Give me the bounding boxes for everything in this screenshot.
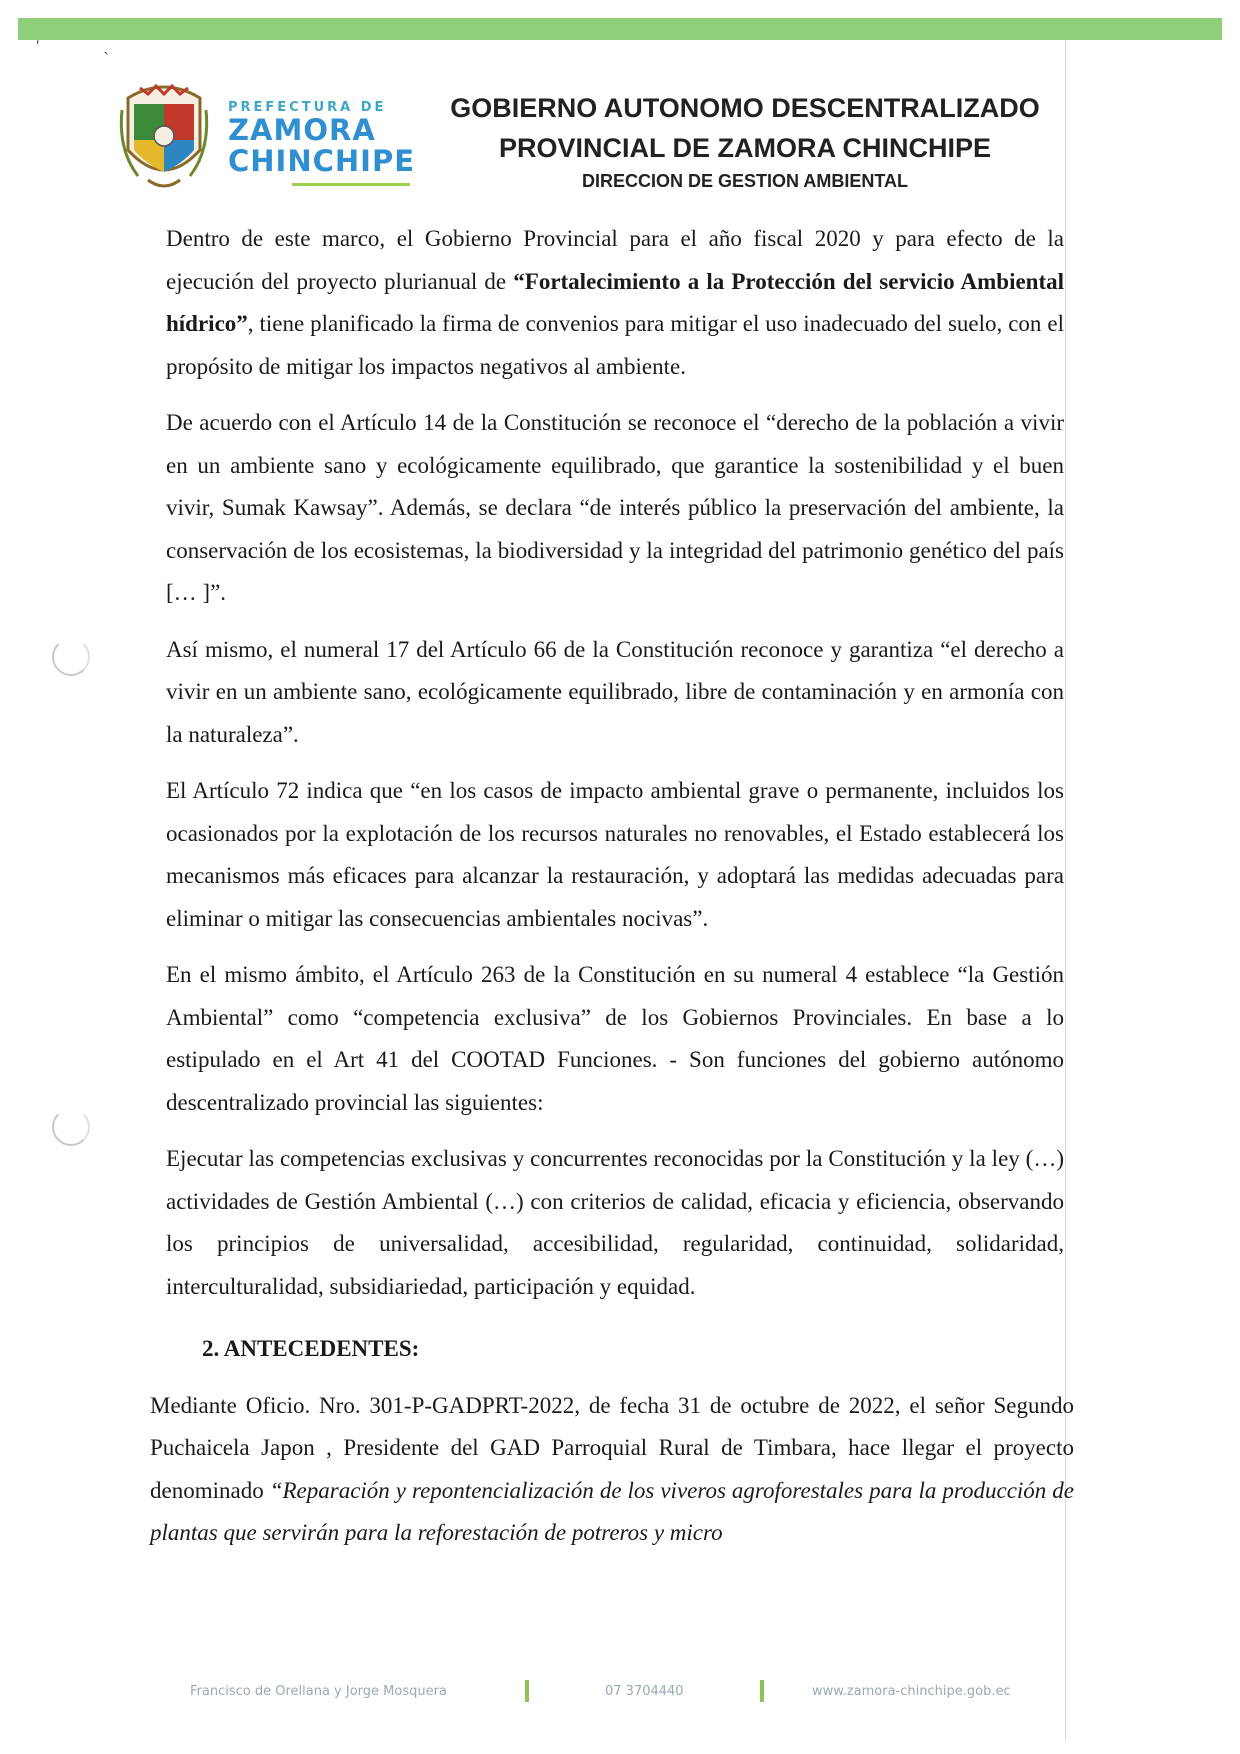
scan-mark: ′ ˏ	[36, 38, 109, 55]
paragraph-7	[150, 1385, 1074, 1555]
punch-hole-icon	[52, 1108, 90, 1146]
footer-separator	[760, 1680, 764, 1702]
footer-website: www.zamora-chinchipe.gob.ec	[812, 1684, 1011, 1699]
paragraph-6: Ejecutar las competencias exclusivas y concurrentes reconocidas por la Constitución y la ley (…) actividades de Gestión Ambiental (…) con criterios de calidad, eficacia y eficiencia, observando los principios de universalidad, accesibilidad, regularidad, continuidad, solidaridad, interculturalidad, subsidiariedad, participación y equidad.	[166, 1146, 1064, 1299]
section-heading: 2. ANTECEDENTES:	[202, 1336, 420, 1361]
brand-line2: CHINCHIPE	[228, 144, 416, 178]
paragraph-5: En el mismo ámbito, el Artículo 263 de la Constitución en su numeral 4 establece “la Gestión Ambiental” como “competencia exclusiva” de los Gobiernos Provinciales. En base a lo estipulado en el Art 41 del COOTAD Funciones. - Son funciones del gobierno autónomo descentralizado provincial las siguientes:	[166, 962, 1064, 1115]
footer-separator	[525, 1680, 529, 1702]
paragraph-3: Así mismo, el numeral 17 del Artículo 66 de la Constitución reconoce y garantiza “el derecho a vivir en un ambiente sano, ecológicamente equilibrado, libre de contaminación y en armonía con la naturaleza”.	[166, 636, 1064, 747]
paragraph-4: El Artículo 72 indica que “en los casos de impacto ambiental grave o permanente, incluidos los ocasionados por la explotación de los recursos naturales no renovables, el Estado establecerá los mecanismos más eficaces para alcanzar la restauración, y adoptará las medidas adecuadas para eliminar o mitigar las consecuencias ambientales nocivas”.	[166, 778, 1064, 931]
top-green-bar	[18, 18, 1222, 40]
footer-address: Francisco de Orellana y Jorge Mosquera	[190, 1684, 447, 1699]
footer-phone: 07 3704440	[605, 1684, 684, 1699]
punch-hole-icon	[52, 638, 90, 676]
brand-block	[228, 100, 415, 186]
paragraph-2: De acuerdo con el Artículo 14 de la Constitución se reconoce el “derecho de la población a vivir en un ambiente sano y ecológicamente equilibrado, que garantice la sostenibilidad y el buen vivir, Sumak Kawsay”. Además, se declara “de interés público la preservación del ambiente, la conservación de los ecosistemas, la biodiversidad y la integridad del patrimonio genético del país [… ]”.	[166, 410, 1064, 605]
brand-rule	[292, 183, 410, 186]
document-header	[430, 88, 1060, 194]
brand-small-text: PREFECTURA DE	[228, 100, 387, 115]
paragraph-7-text: Mediante Oficio. Nro. 301-P-GADPRT-2022, de fecha 31 de octubre de 2022, el señor Segundo Puchaicela Japon , Presidente del GAD Parroquial Rural de Timbara, hace llegar el proyecto denominado	[150, 1392, 1074, 1503]
project-title-italic: “Reparación y repontencialización de los viveros agroforestales para la producción de plantas que servirán para la reforestación de potreros y micro	[150, 1477, 1075, 1545]
paragraph-1-text-end: , tiene planificado la firma de convenios para mitigar el uso inadecuado del suelo, con el propósito de mitigar los impactos negativos al ambiente.	[166, 311, 1064, 379]
prefecture-seal-icon	[118, 80, 210, 212]
header-title-line1: GOBIERNO AUTONOMO DESCENTRALIZADO	[450, 93, 1040, 123]
header-department: DIRECCION DE GESTION AMBIENTAL	[581, 171, 908, 191]
project-name: “Fortalecimiento a la Protección del servicio Ambiental hídrico”	[166, 268, 1065, 336]
paragraph-1-text: Dentro de este marco, el Gobierno Provincial para el año fiscal 2020 y para efecto de la ejecución del proyecto plurianual de	[166, 226, 1064, 294]
document-body	[150, 218, 1075, 1569]
paragraph-1	[166, 218, 1064, 388]
brand-line1: ZAMORA	[228, 113, 376, 147]
header-title-line2: PROVINCIAL DE ZAMORA CHINCHIPE	[498, 133, 992, 163]
